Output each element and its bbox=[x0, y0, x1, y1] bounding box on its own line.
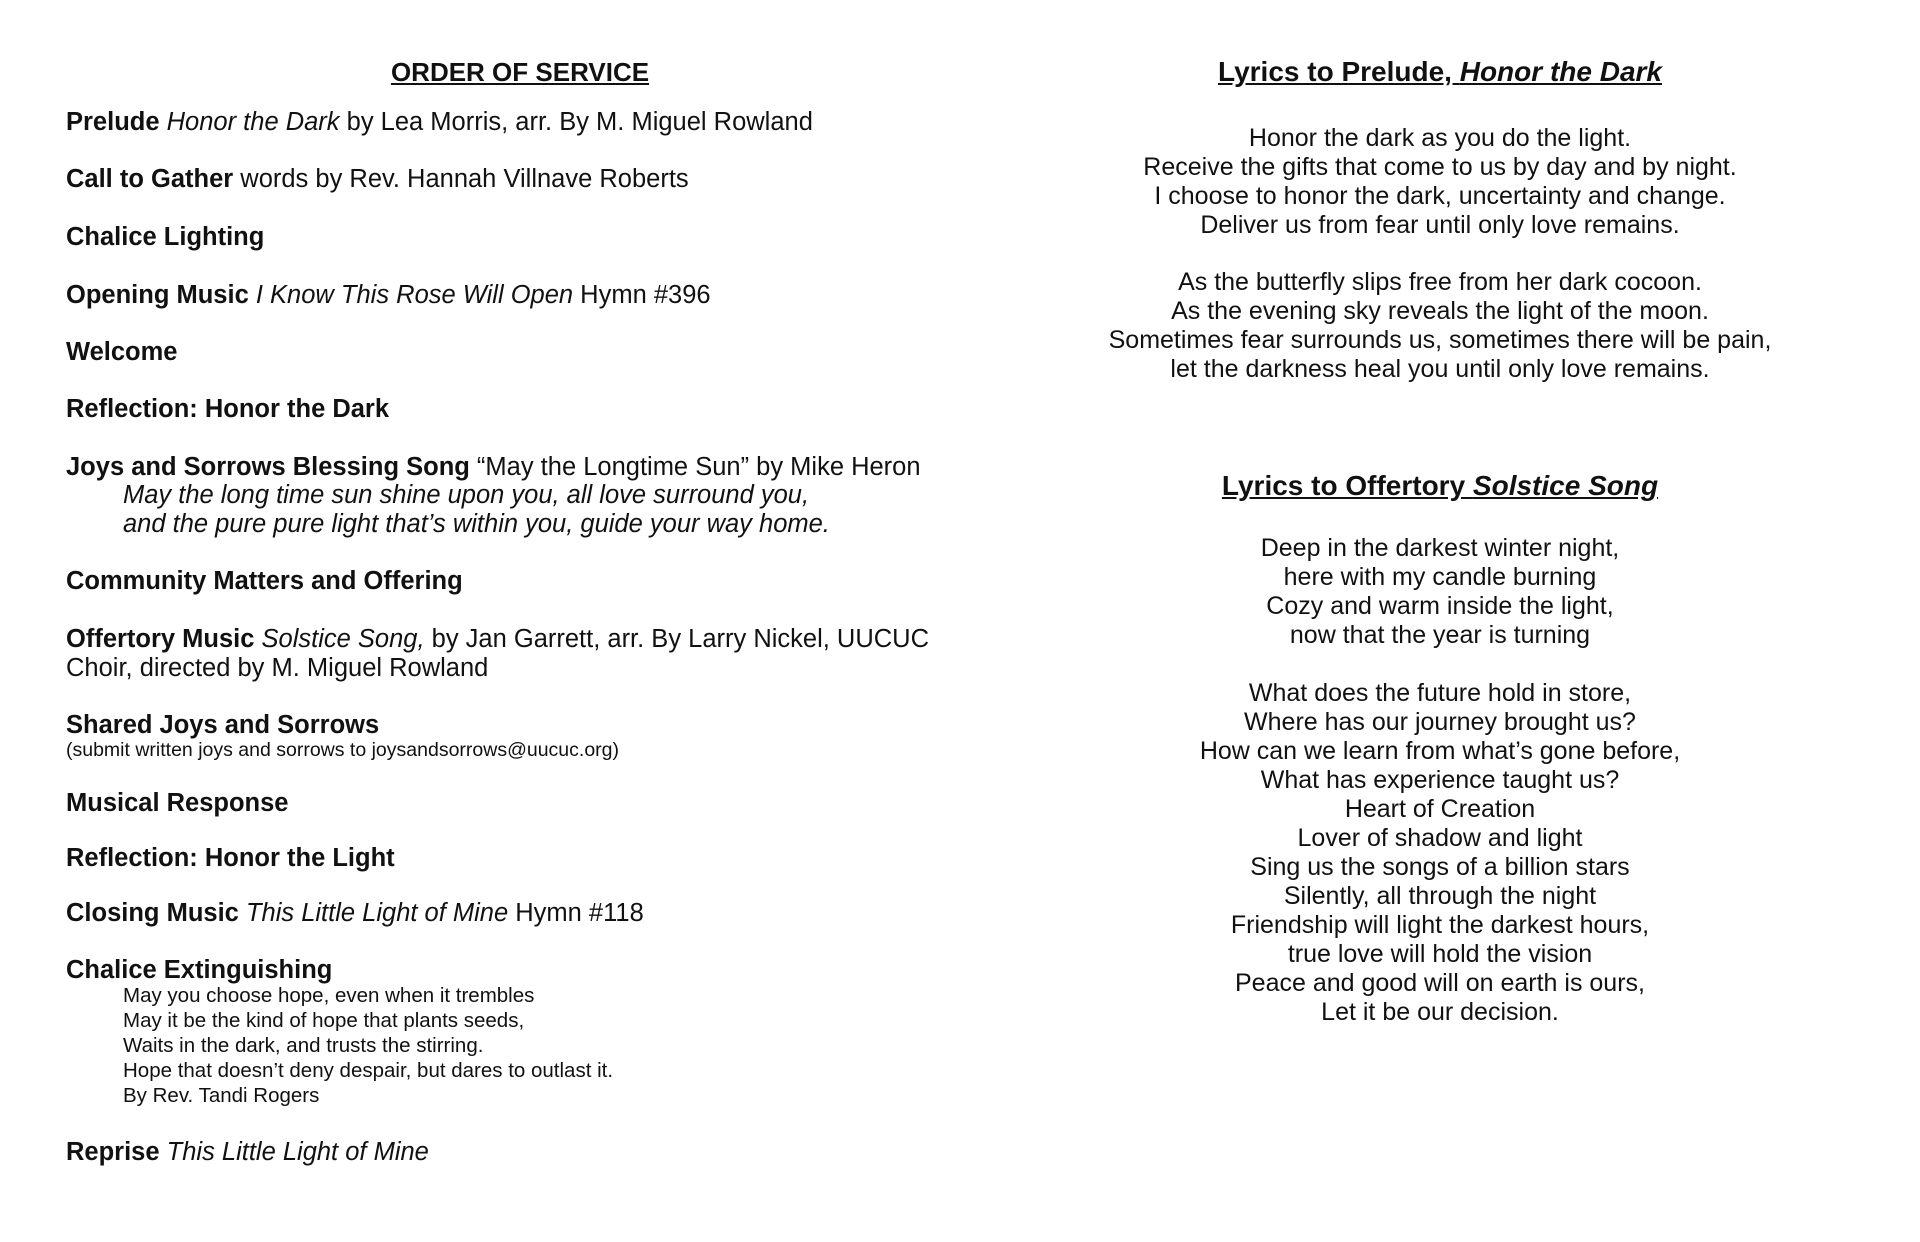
lyric-line: Sing us the songs of a billion stars bbox=[1250, 853, 1630, 881]
lyric-line: Let it be our decision. bbox=[1321, 998, 1559, 1026]
joys-blessing-item bbox=[66, 452, 966, 482]
blessing-line-1: May the long time sun shine upon you, all love surround you, bbox=[123, 481, 810, 509]
welcome-item bbox=[66, 337, 966, 367]
lyric-line: Receive the gifts that come to us by day and by night. bbox=[1143, 153, 1737, 181]
opening-music-work: I Know This Rose Will Open bbox=[255, 281, 574, 309]
extinguishing-label: Chalice Extinguishing bbox=[66, 956, 333, 984]
offertory-credit: by Jan Garrett, arr. By Larry Nickel, UUCUC bbox=[424, 625, 930, 653]
lyric-line: As the evening sky reveals the light of the moon. bbox=[1171, 297, 1709, 325]
lyric-line: Where has our journey brought us? bbox=[1244, 708, 1636, 736]
closing-music-work: This Little Light of Mine bbox=[245, 899, 509, 927]
closing-music-hymn: Hymn #118 bbox=[508, 899, 644, 927]
lyric-line: now that the year is turning bbox=[1289, 621, 1591, 649]
community-item bbox=[66, 566, 966, 596]
reprise-work: This Little Light of Mine bbox=[166, 1138, 429, 1166]
lyric-line: How can we learn from what’s gone before, bbox=[1199, 737, 1681, 765]
reflection-light-label: Reflection: Honor the Light bbox=[66, 844, 395, 872]
offertory-lyrics-title-prefix: Lyrics to Offertory bbox=[1221, 470, 1473, 501]
extinguishing-attribution: By Rev. Tandi Rogers bbox=[123, 1084, 320, 1107]
prelude-item bbox=[66, 107, 966, 137]
shared-joys-note: (submit written joys and sorrows to joysandsorrows@uucuc.org) bbox=[66, 739, 619, 761]
order-of-service-title: ORDER OF SERVICE bbox=[390, 57, 650, 87]
shared-joys-item bbox=[66, 710, 966, 740]
offertory-verse-1 bbox=[1020, 534, 1860, 650]
reprise-item bbox=[66, 1137, 966, 1167]
blessing-line-2: and the pure pure light that’s within you, guide your way home. bbox=[123, 510, 830, 538]
offertory-lyrics-title-work: Solstice Song bbox=[1472, 470, 1659, 501]
offertory-line-2: Choir, directed by M. Miguel Rowland bbox=[66, 654, 489, 682]
closing-music-label: Closing Music bbox=[66, 899, 239, 927]
shared-joys-label: Shared Joys and Sorrows bbox=[66, 711, 380, 739]
lyric-line: Friendship will light the darkest hours, bbox=[1230, 911, 1650, 939]
lyric-line: I choose to honor the dark, uncertainty and change. bbox=[1154, 182, 1726, 210]
lyric-line: true love will hold the vision bbox=[1287, 940, 1593, 968]
prelude-label: Prelude bbox=[66, 108, 160, 136]
prelude-lyrics-title-prefix: Lyrics to Prelude, bbox=[1218, 56, 1460, 87]
offertory-work: Solstice Song, bbox=[261, 625, 425, 653]
lyric-line: Cozy and warm inside the light, bbox=[1266, 592, 1614, 620]
lyrics-page bbox=[1020, 0, 1860, 1242]
offertory-item bbox=[66, 624, 966, 654]
closing-music-item bbox=[66, 898, 966, 928]
lyric-line: let the darkness heal you until only love remains. bbox=[1170, 355, 1710, 383]
prelude-verse-2 bbox=[1020, 268, 1860, 384]
extinguishing-line: Hope that doesn’t deny despair, but dares to outlast it. bbox=[123, 1059, 614, 1082]
lyric-line: As the butterfly slips free from her dark cocoon. bbox=[1178, 268, 1702, 296]
offertory-verse-2 bbox=[1020, 679, 1860, 1027]
call-to-gather-credit: words by Rev. Hannah Villnave Roberts bbox=[233, 165, 689, 193]
joys-blessing-label: Joys and Sorrows Blessing Song bbox=[66, 453, 470, 481]
joys-blessing-credit: “May the Longtime Sun” by Mike Heron bbox=[469, 453, 921, 481]
chalice-lighting-item bbox=[66, 222, 966, 252]
reflection-light-item bbox=[66, 843, 966, 873]
lyric-line: Honor the dark as you do the light. bbox=[1248, 124, 1632, 152]
reprise-label: Reprise bbox=[66, 1138, 160, 1166]
opening-music-label: Opening Music bbox=[66, 281, 249, 309]
musical-response-label: Musical Response bbox=[66, 789, 289, 817]
lyric-line: Heart of Creation bbox=[1344, 795, 1536, 823]
lyric-line: here with my candle burning bbox=[1283, 563, 1597, 591]
extinguishing-item bbox=[66, 955, 966, 985]
lyric-line: Deep in the darkest winter night, bbox=[1260, 534, 1620, 562]
reflection-dark-label: Reflection: Honor the Dark bbox=[66, 395, 390, 423]
prelude-lyrics-title bbox=[1020, 56, 1860, 88]
opening-music-item bbox=[66, 280, 966, 310]
lyric-line: Sometimes fear surrounds us, sometimes there will be pain, bbox=[1108, 326, 1772, 354]
reflection-dark-item bbox=[66, 394, 966, 424]
call-to-gather-item bbox=[66, 164, 966, 194]
prelude-verse-1 bbox=[1020, 124, 1860, 240]
prelude-work: Honor the Dark bbox=[166, 108, 340, 136]
extinguishing-line: May you choose hope, even when it trembles bbox=[123, 984, 535, 1007]
extinguishing-line: Waits in the dark, and trusts the stirring. bbox=[123, 1034, 484, 1057]
extinguishing-line: May it be the kind of hope that plants seeds, bbox=[123, 1009, 525, 1032]
offertory-lyrics-title bbox=[1020, 470, 1860, 502]
lyric-line: What has experience taught us? bbox=[1260, 766, 1620, 794]
lyric-line: Deliver us from fear until only love remains. bbox=[1200, 211, 1680, 239]
musical-response-item bbox=[66, 788, 966, 818]
opening-music-hymn: Hymn #396 bbox=[573, 281, 711, 309]
call-to-gather-label: Call to Gather bbox=[66, 165, 234, 193]
community-label: Community Matters and Offering bbox=[66, 567, 463, 595]
lyric-line: What does the future hold in store, bbox=[1248, 679, 1632, 707]
lyric-line: Lover of shadow and light bbox=[1297, 824, 1583, 852]
welcome-label: Welcome bbox=[66, 338, 178, 366]
offertory-label: Offertory Music bbox=[66, 625, 255, 653]
lyric-line: Silently, all through the night bbox=[1283, 882, 1597, 910]
prelude-credit: by Lea Morris, arr. By M. Miguel Rowland bbox=[339, 108, 813, 136]
chalice-lighting-label: Chalice Lighting bbox=[66, 223, 265, 251]
prelude-lyrics-title-work: Honor the Dark bbox=[1459, 56, 1662, 87]
lyric-line: Peace and good will on earth is ours, bbox=[1235, 969, 1645, 997]
